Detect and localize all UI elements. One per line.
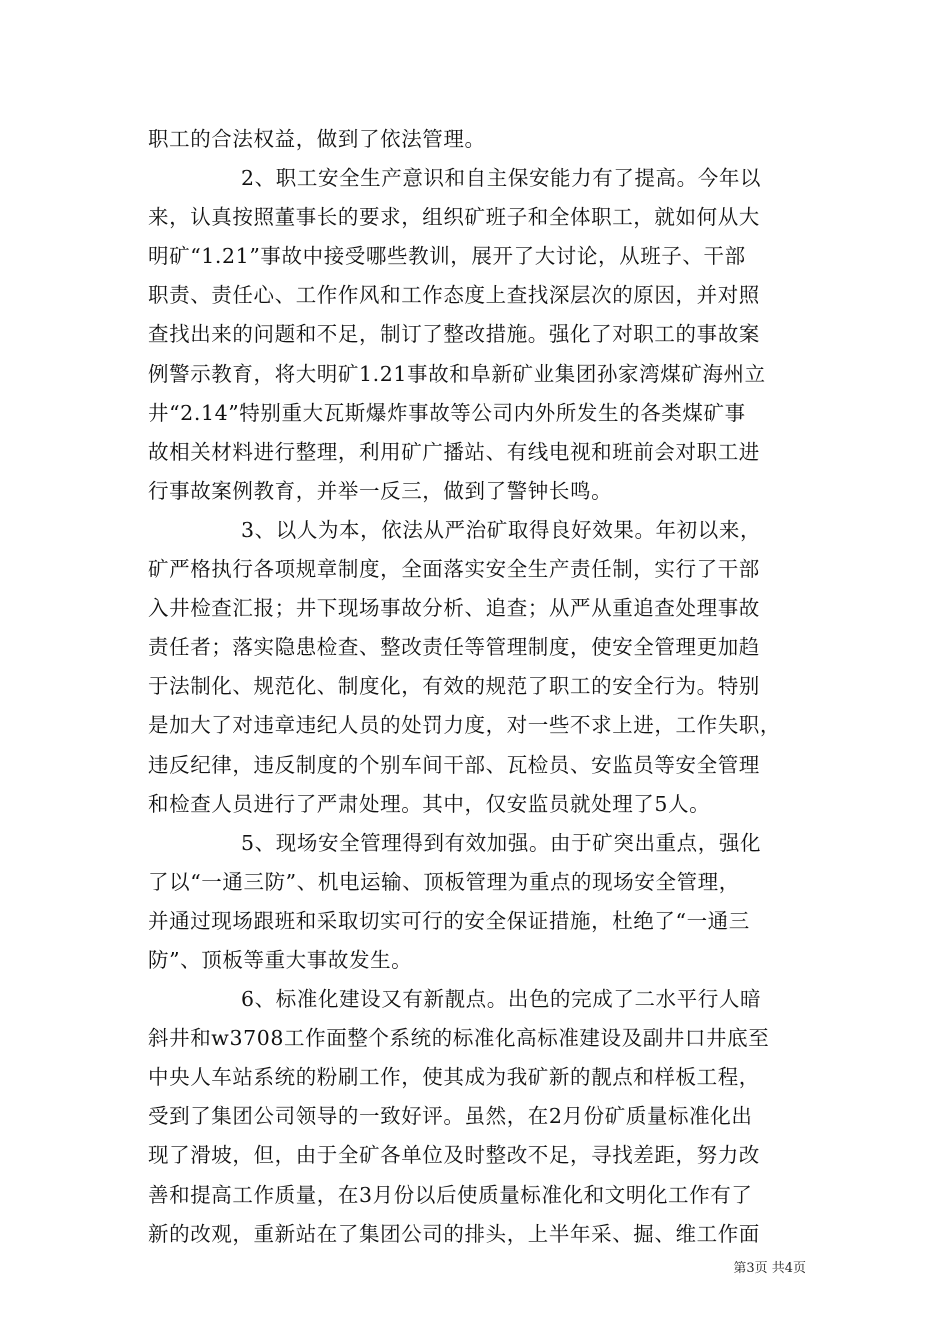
body-text <box>148 120 808 1254</box>
text-line: 于法制化、规范化、制度化，有效的规范了职工的安全行为。特别 <box>148 674 760 699</box>
text-line: 和检查人员进行了严肃处理。其中，仅安监员就处理了5人。 <box>148 791 711 816</box>
text-line: 明矿“1.21”事故中接受哪些教训，展开了大讨论，从班子、干部 <box>148 244 746 269</box>
text-line: 查找出来的问题和不足，制订了整改措施。强化了对职工的事故案 <box>148 322 760 347</box>
page-number: 第3页 共4页 <box>733 1261 806 1276</box>
text-line: 中央人车站系统的粉刷工作，使其成为我矿新的靓点和样板工程， <box>148 1065 760 1090</box>
text-line: 新的改观，重新站在了集团公司的排头，上半年采、掘、维工作面 <box>148 1221 760 1246</box>
text-line: 故相关材料进行整理，利用矿广播站、有线电视和班前会对职工进 <box>148 439 760 464</box>
text-line: 矿严格执行各项规章制度，全面落实安全生产责任制，实行了干部 <box>148 557 760 582</box>
text-line: 是加大了对违章违纪人员的处罚力度，对一些不求上进，工作失职， <box>148 713 781 738</box>
text-line: 井“2.14”特别重大瓦斯爆炸事故等公司内外所发生的各类煤矿事 <box>148 400 746 425</box>
text-line: 来，认真按照董事长的要求，组织矿班子和全体职工，就如何从大 <box>148 205 760 230</box>
text-line: 职工的合法权益，做到了依法管理。 <box>148 127 486 151</box>
text-line: 行事故案例教育，并举一反三，做到了警钟长鸣。 <box>148 478 613 503</box>
paragraph-start-line: 5、现场安全管理得到有效加强。由于矿突出重点，强化 <box>241 830 762 855</box>
text-line: 违反纪律，违反制度的个别车间干部、瓦检员、安监员等安全管理 <box>148 752 760 777</box>
text-line: 例警示教育，将大明矿1.21事故和阜新矿业集团孙家湾煤矿海州立 <box>148 361 766 386</box>
text-line: 了以“一通三防”、机电运输、顶板管理为重点的现场安全管理， <box>148 869 740 894</box>
paragraph-start-line: 3、以人为本，依法从严治矿取得良好效果。年初以来， <box>241 517 762 542</box>
text-line: 现了滑坡，但，由于全矿各单位及时整改不足，寻找差距，努力改 <box>148 1143 760 1168</box>
text-line: 受到了集团公司领导的一致好评。虽然，在2月份矿质量标准化出 <box>148 1104 753 1129</box>
text-line: 防”、顶板等重大事故发生。 <box>148 947 413 972</box>
text-line: 职责、责任心、工作作风和工作态度上查找深层次的原因，并对照 <box>148 283 760 308</box>
text-line: 入井检查汇报；井下现场事故分析、追查；从严从重追查处理事故 <box>148 596 760 621</box>
paragraph-start-line: 2、职工安全生产意识和自主保安能力有了提高。今年以 <box>241 166 762 191</box>
text-line: 斜井和w3708工作面整个系统的标准化高标准建设及副井口井底至 <box>148 1026 770 1051</box>
text-line: 善和提高工作质量，在3月份以后使质量标准化和文明化工作有了 <box>148 1182 753 1207</box>
paragraph-start-line: 6、标准化建设又有新靓点。出色的完成了二水平行人暗 <box>241 987 762 1012</box>
text-line: 责任者；落实隐患检查、整改责任等管理制度，使安全管理更加趋 <box>148 635 760 660</box>
text-line: 并通过现场跟班和采取切实可行的安全保证措施，杜绝了“一通三 <box>148 908 750 933</box>
